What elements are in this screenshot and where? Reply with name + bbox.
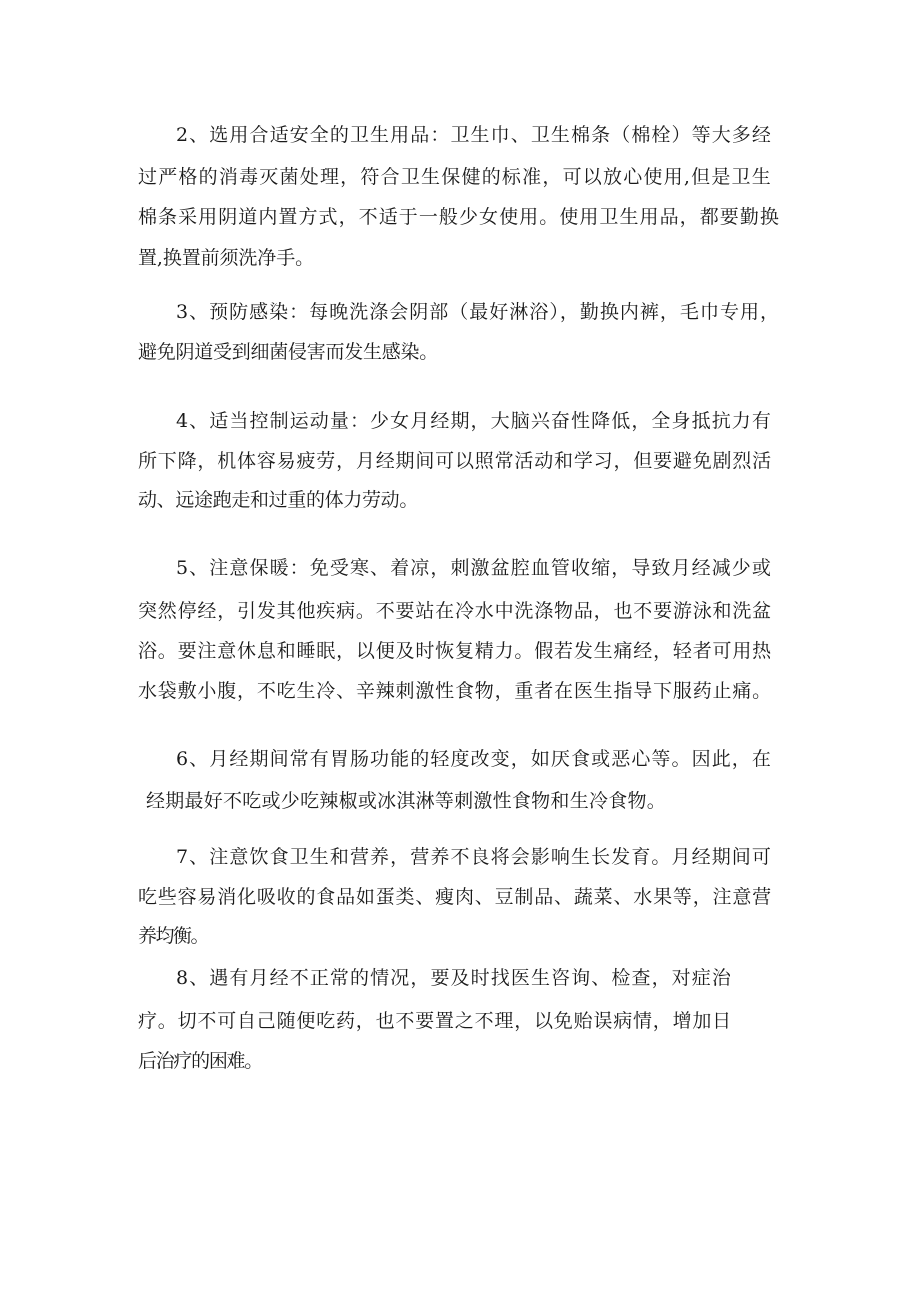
paragraph-line: 避免阴道受到细菌侵害而发生感染。	[138, 341, 438, 363]
paragraph-line: 棉条采用阴道内置方式，不适于一般少女使用。使用卫生用品，都要勤换	[138, 206, 780, 228]
paragraph-line: 7、注意饮食卫生和营养，营养不良将会影响生长发育。月经期间可	[176, 846, 772, 868]
paragraph-line: 所下降，机体容易疲劳，月经期间可以照常活动和学习，但要避免剧烈活	[138, 450, 772, 472]
paragraph-line: 突然停经，引发其他疾病。不要站在冷水中洗涤物品，也不要游泳和洗盆	[138, 600, 772, 622]
paragraph-line: 置,换置前须洗净手。	[138, 247, 314, 269]
paragraph-line: 3、预防感染：每晚洗涤会阴部（最好淋浴），勤换内裤，毛巾专用，	[176, 301, 780, 323]
paragraph-line: 疗。切不可自己随便吃药，也不要置之不理，以免贻误病情，增加日	[138, 1010, 732, 1032]
paragraph-line: 吃些容易消化吸收的食品如蛋类、瘦肉、豆制品、蔬菜、水果等，注意营	[138, 886, 772, 908]
paragraph-line: 4、适当控制运动量：少女月经期，大脑兴奋性降低，全身抵抗力有	[176, 410, 772, 432]
paragraph-line: 动、远途跑走和过重的体力劳动。	[138, 489, 418, 511]
paragraph-line: 8、遇有月经不正常的情况，要及时找医生咨询、检查，对症治	[176, 967, 732, 989]
paragraph-line: 浴。要注意休息和睡眠，以便及时恢复精力。假若发生痛经，轻者可用热	[138, 640, 772, 662]
paragraph-line: 后治疗的困难。	[138, 1050, 262, 1072]
paragraph-line: 2、选用合适安全的卫生用品：卫生巾、卫生棉条（棉栓）等大多经	[176, 124, 772, 146]
paragraph-line: 过严格的消毒灭菌处理，符合卫生保健的标准，可以放心使用,但是卫生	[138, 166, 772, 188]
paragraph-line: 经期最好不吃或少吃辣椒或冰淇淋等刺激性食物和生冷食物。	[146, 790, 666, 812]
paragraph-line: 5、注意保暖：免受寒、着凉，刺激盆腔血管收缩，导致月经减少或	[176, 557, 772, 579]
paragraph-line: 养均衡。	[138, 925, 208, 947]
paragraph-line: 水袋敷小腹，不吃生冷、辛辣刺激性食物，重者在医生指导下服药止痛。	[138, 680, 772, 702]
paragraph-line: 6、月经期间常有胃肠功能的轻度改变，如厌食或恶心等。因此，在	[176, 748, 772, 770]
